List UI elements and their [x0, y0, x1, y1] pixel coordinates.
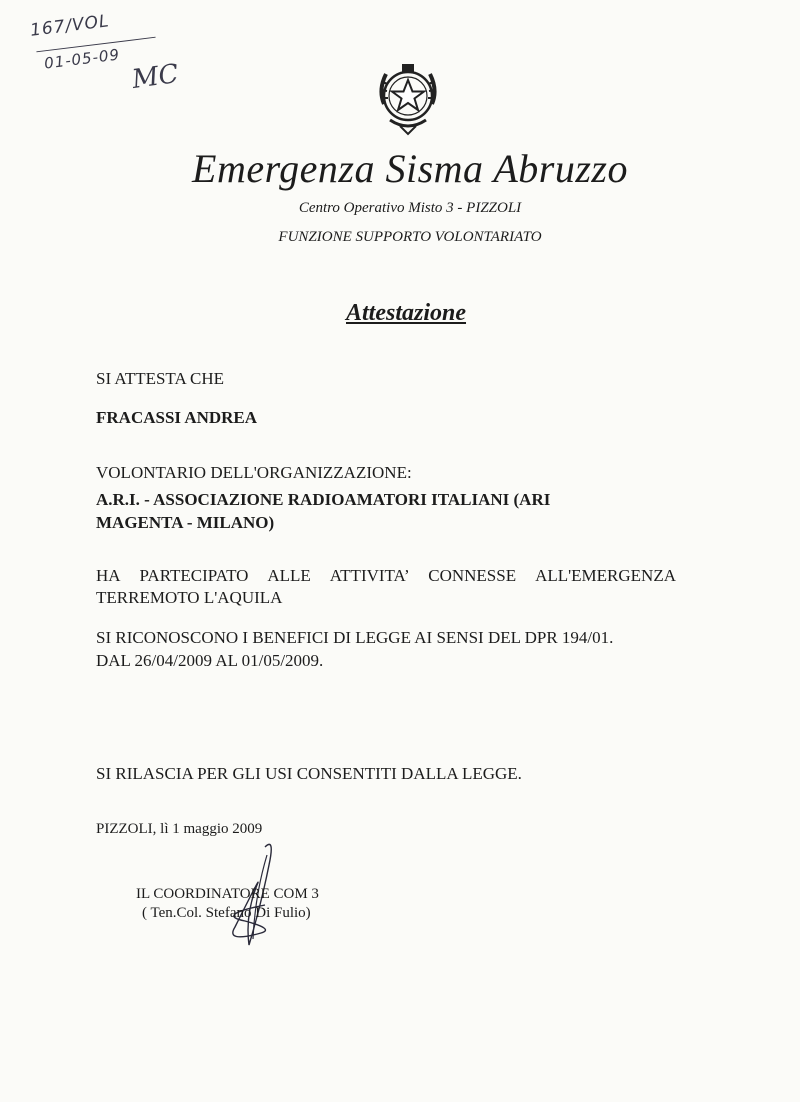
handwritten-protocol-number: 167/VOL	[29, 11, 111, 41]
document-heading: Attestazione	[346, 300, 467, 326]
volunteer-name: FRACASSI ANDREA	[96, 408, 258, 427]
document-subtitle-center: Centro Operativo Misto 3 - PIZZOLI	[298, 200, 522, 216]
signer-name: ( Ten.Col. Stefano Di Fulio)	[142, 905, 311, 921]
handwritten-initials: MC	[130, 58, 181, 96]
participation-statement-line2: TERREMOTO L'AQUILA	[96, 588, 283, 607]
document-subtitle-function: FUNZIONE SUPPORTO VOLONTARIATO	[278, 229, 542, 245]
organization-label: VOLONTARIO DELL'ORGANIZZAZIONE:	[96, 463, 412, 482]
attestation-intro: SI ATTESTA CHE	[96, 369, 225, 388]
organization-name-line2: MAGENTA - MILANO)	[96, 513, 275, 532]
signer-role: IL COORDINATORE COM 3	[136, 886, 319, 902]
service-period: DAL 26/04/2009 AL 01/05/2009.	[96, 651, 324, 670]
participation-statement-line1: HA PARTECIPATO ALLE ATTIVITA’ CONNESSE ALL'EMERGENZA	[96, 566, 676, 585]
handwritten-date: 01-05-09	[43, 45, 121, 73]
place-and-date: PIZZOLI, lì 1 maggio 2009	[96, 821, 263, 837]
organization-name-line1: A.R.I. - ASSOCIAZIONE RADIOAMATORI ITALIANI (ARI	[96, 490, 551, 509]
benefits-statement: SI RICONOSCONO I BENEFICI DI LEGGE AI SENSI DEL DPR 194/01.	[96, 628, 614, 647]
document-title: Emergenza Sisma Abruzzo	[192, 146, 628, 191]
issuance-statement: SI RILASCIA PER GLI USI CONSENTITI DALLA LEGGE.	[96, 764, 522, 783]
italian-republic-emblem-icon	[372, 60, 444, 138]
